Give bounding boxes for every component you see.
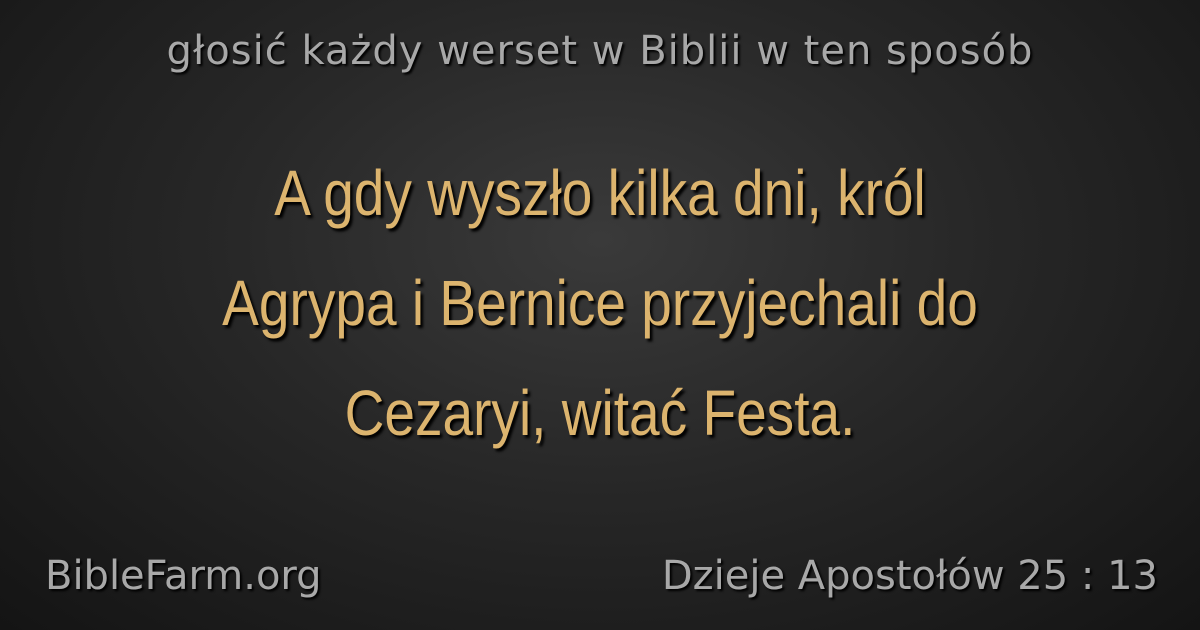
verse-line: Agrypa i Bernice przyjechali do: [222, 267, 978, 339]
site-name: BibleFarm.org: [45, 553, 322, 599]
verse-text: [136, 138, 1065, 468]
verse-line: Cezaryi, witać Festa.: [344, 377, 856, 449]
verse-line: A gdy wyszło kilka dni, król: [274, 157, 926, 229]
tagline: głosić każdy werset w Biblii w ten sposób: [166, 28, 1034, 74]
verse-reference: Dzieje Apostołów 25 : 13: [661, 553, 1158, 599]
